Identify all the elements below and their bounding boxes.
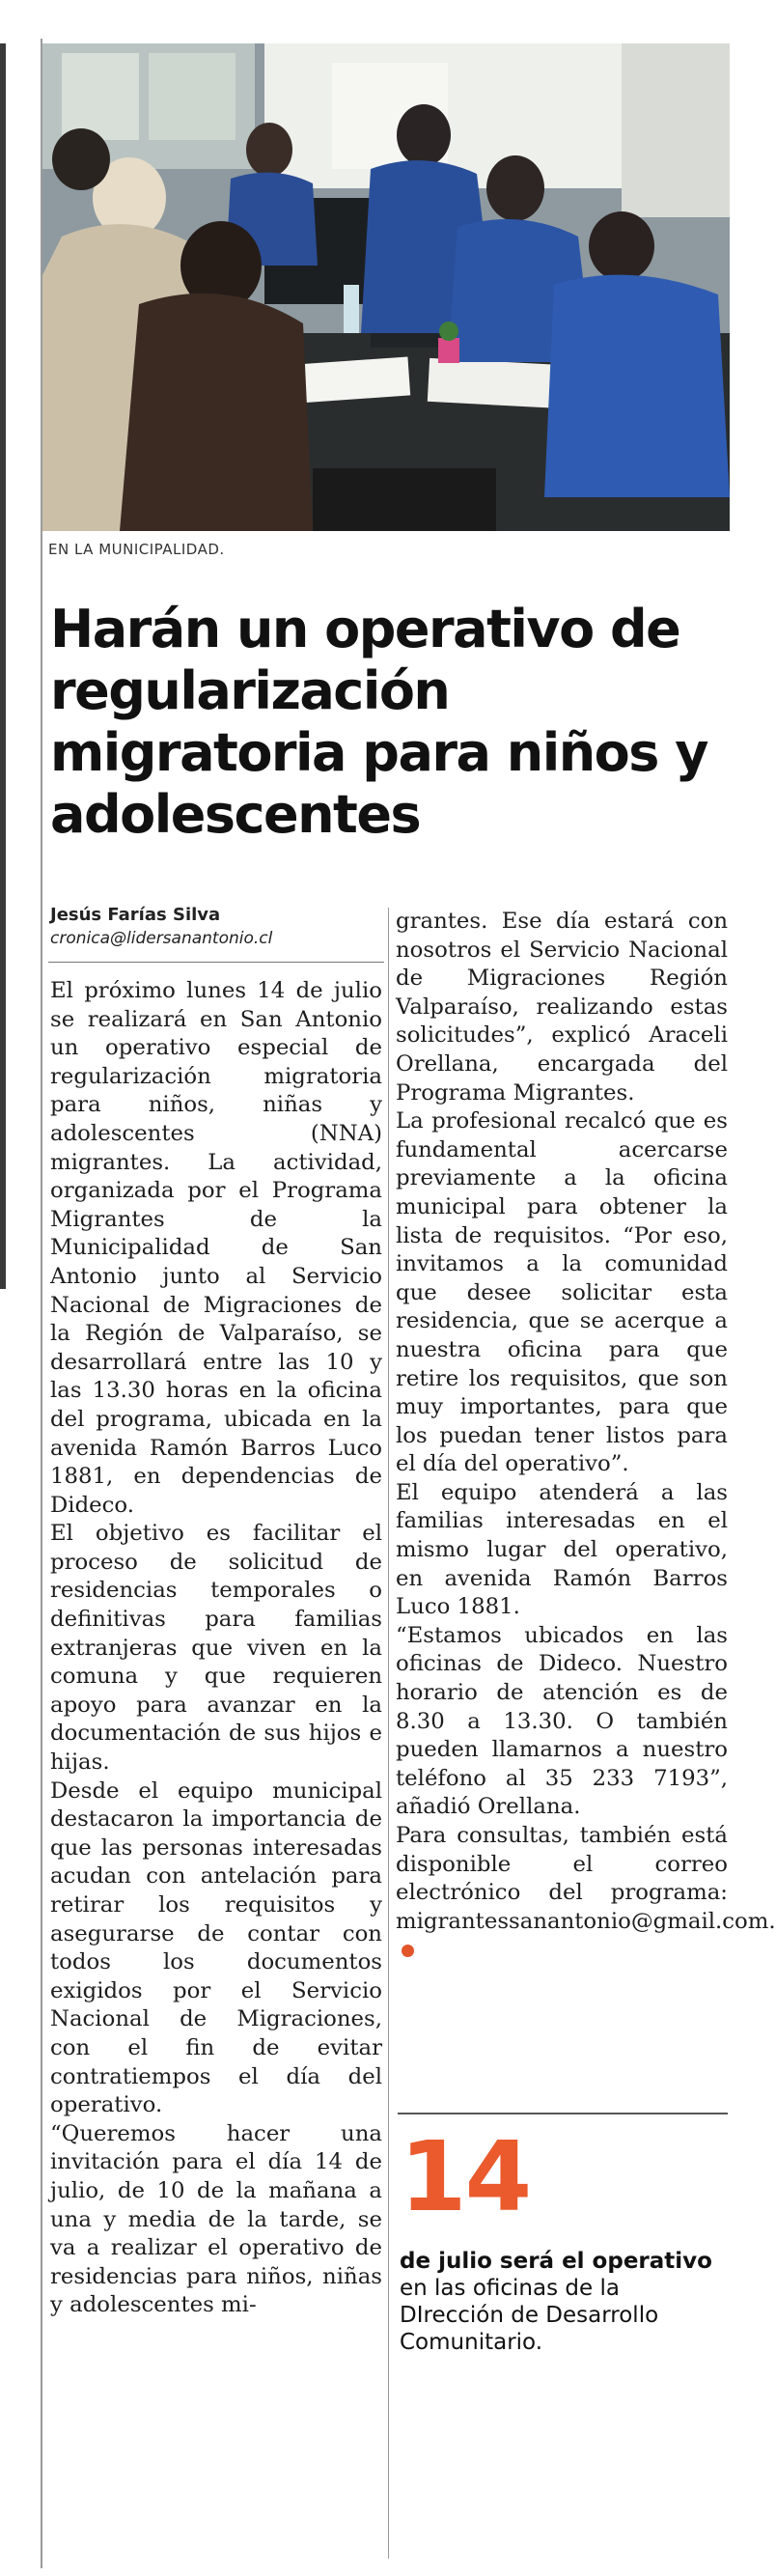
paragraph: La profesional recalcó que es fundamental acercarse previamente a la oficina municipal para obtener la lista de requisitos. “Por eso, invitamos a la comunidad que desee solicitar esta residencia, que se acerque a nuestra oficina para que retire los requisitos, que son muy importantes, para que los puedan tener listos para el día del operativo”.: [396, 1108, 728, 1477]
end-of-article-icon: [402, 1945, 414, 1957]
author-email: cronica@lidersanantonio.cl: [50, 929, 273, 948]
body-column-1: [50, 977, 382, 2320]
photo-caption: EN LA MUNICIPALIDAD.: [48, 541, 225, 558]
adjacent-photo-strip: [0, 43, 6, 1289]
highlight-number: 14: [400, 2120, 531, 2233]
paragraph-text: Para consultas, también está disponible el correo electrónico del programa: migrantessanantonio@gmail.com.: [396, 1823, 776, 1934]
paragraph: El objetivo es facilitar el proceso de solicitud de residencias temporales o definitivas para familias extranjeras que viven en la comuna y que requieren apoyo para avanzar en la documentación de sus hijos e hijas.: [50, 1521, 382, 1776]
paragraph: “Estamos ubicados en las oficinas de Dideco. Nuestro horario de atención es de 8.30 a 13.30. O también pueden llamarnos a nuestro teléfono al 35 233 7193”, añadió Orellana.: [396, 1622, 728, 1820]
paragraph: grantes. Ese día estará con nosotros el Servicio Nacional de Migraciones Región Valparaíso, realizando estas solicitudes”, explicó Araceli Orellana, encargada del Programa Migrantes.: [396, 909, 728, 1106]
article-headline: Harán un operativo de regularización migratoria para niños y adolescentes: [50, 599, 707, 845]
paragraph: El equipo atenderá a las familias interesadas en el mismo lugar del operativo, en avenida Ramón Barros Luco 1881.: [396, 1479, 728, 1620]
author-name: Jesús Farías Silva: [50, 905, 221, 925]
byline-divider: [48, 962, 384, 963]
column-divider: [388, 908, 389, 2559]
body-column-2: [396, 908, 776, 1965]
paragraph: Desde el equipo municipal destacaron la importancia de que las personas interesadas acudan con antelación para retirar los requisitos y asegurarse de contar con todos los documentos exigidos por el Servicio Nacional de Migraciones, con el fin de evitar contratiempos el día del operativo.: [50, 1778, 382, 2118]
paragraph-last: [396, 1822, 776, 1965]
highlight-rest-text: en las oficinas de la DIrección de Desarrollo Comunitario.: [400, 2276, 659, 2355]
highlight-bold-text: de julio será el operativo: [400, 2249, 712, 2274]
paragraph: “Queremos hacer una invitación para el día 14 de julio, de 10 de la mañana a una y media de la tarde, se va a realizar el operativo de residencias para niños, niñas y adolescentes mi-: [50, 2120, 382, 2318]
highlight-divider: [398, 2113, 728, 2114]
paragraph: El próximo lunes 14 de julio se realizará en San Antonio un operativo especial de regularización migratoria para niños, niñas y adolescentes (NNA) migrantes. La actividad, organizada por el Programa Migrantes de la Municipalidad de San Antonio junto al Servicio Nacional de Migraciones de la Región de Valparaíso, se desarrollará entre las 10 y las 13.30 horas en la oficina del programa, ubicada en la avenida Ramón Barros Luco 1881, en dependencias de Dideco.: [50, 978, 382, 1518]
adjacent-page-edge: [0, 0, 39, 2576]
article-photo: [42, 43, 730, 531]
highlight-text: [400, 2248, 728, 2356]
